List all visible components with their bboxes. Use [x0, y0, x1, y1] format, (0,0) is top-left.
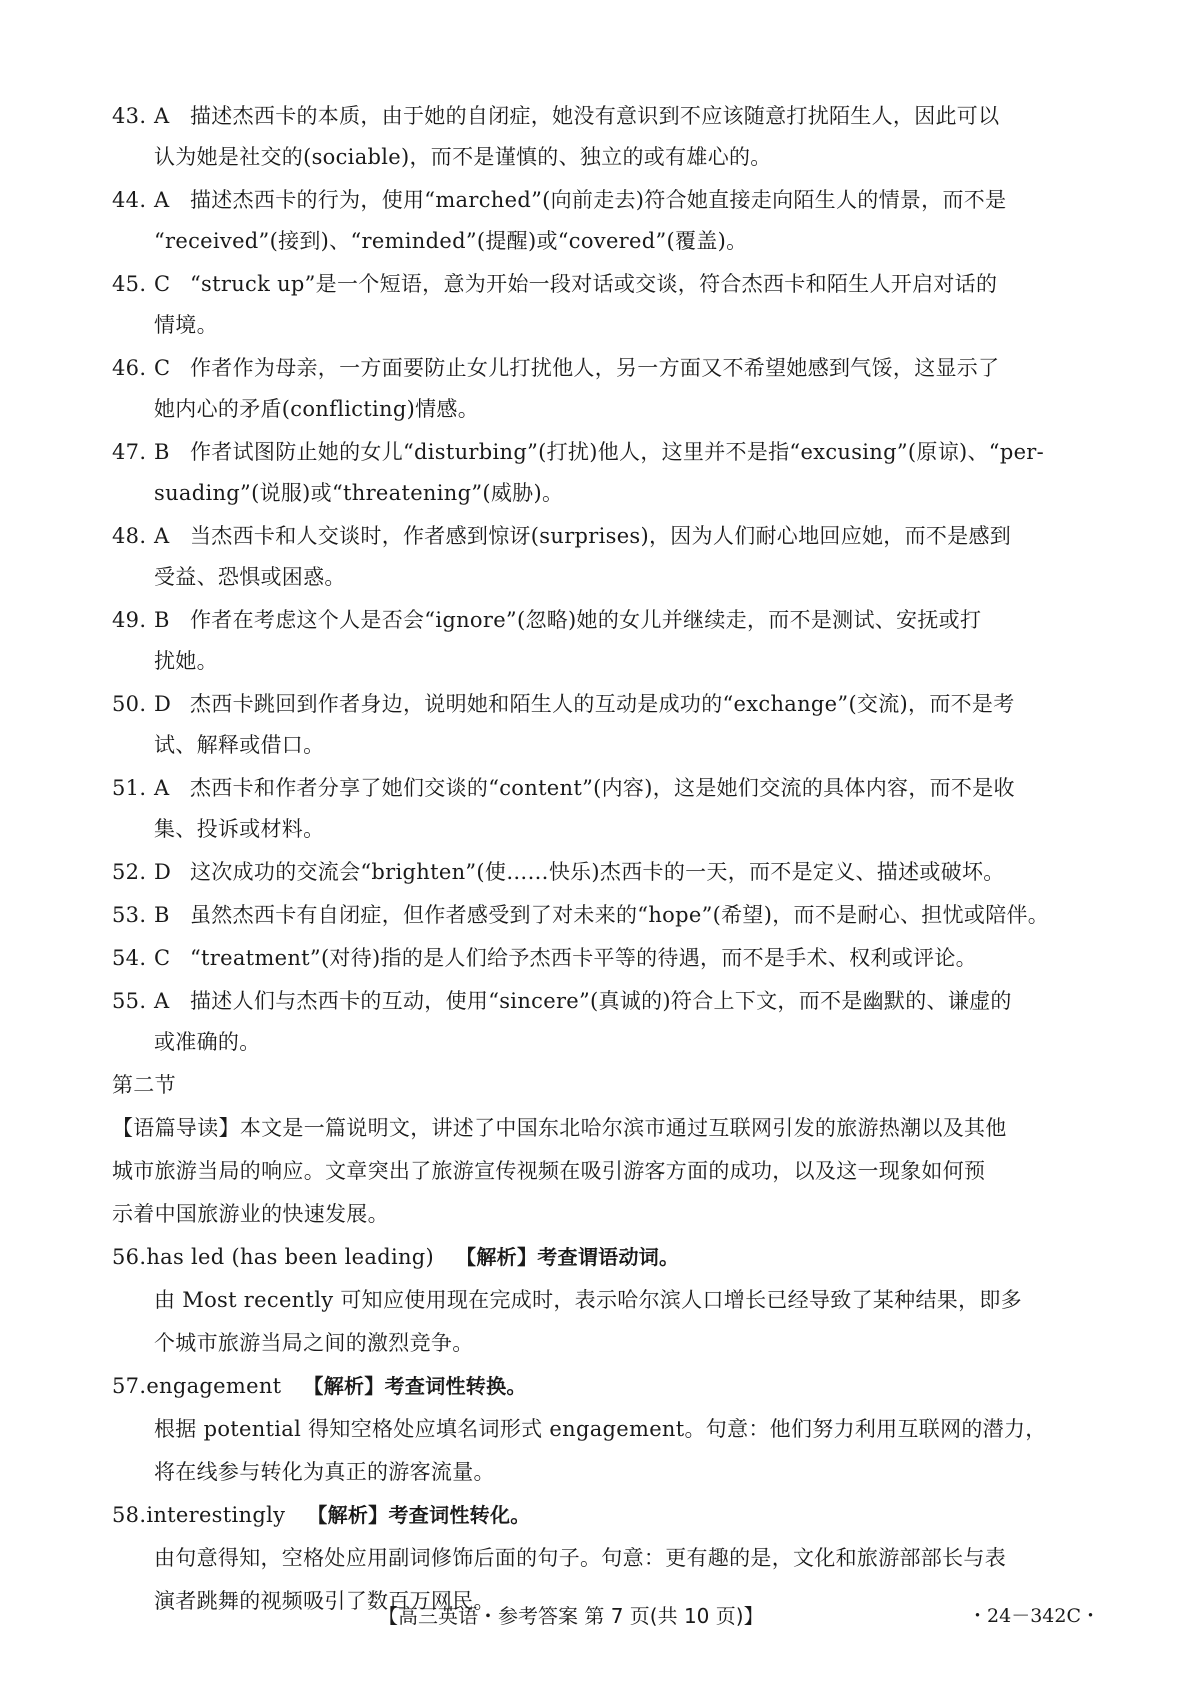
item-number: 47.: [112, 440, 147, 464]
item-answer-letter: A: [154, 188, 170, 212]
item-explanation-continued: 情境。: [154, 313, 218, 337]
fill-answer-head: [112, 1366, 1094, 1407]
answer-item-first-line: [112, 180, 1094, 221]
item-explanation: 虽然杰西卡有自闭症，但作者感受到了对未来的“hope”(希望)，而不是耐心、担忧或陪伴。: [190, 903, 1050, 927]
item-answer-letter: D: [154, 692, 172, 716]
answer-item-first-line: [112, 96, 1094, 137]
fill-answer-word: has led (has been leading): [146, 1245, 435, 1269]
fill-answer-explanation: 演者跳舞的视频吸引了数百万网民。: [154, 1589, 495, 1613]
answer-item: [112, 684, 1094, 766]
answer-item: [112, 264, 1094, 346]
multiple-choice-answers: [112, 96, 1094, 1063]
item-explanation: 描述杰西卡的行为，使用“marched”(向前走去)符合她直接走向陌生人的情景，而不是: [190, 188, 1007, 212]
reading-guide: [112, 1108, 1094, 1149]
answer-item-first-line: [112, 684, 1094, 725]
answer-item-first-line: [112, 600, 1094, 641]
reading-guide-line: 本文是一篇说明文，讲述了中国东北哈尔滨市通过互联网引发的旅游热潮以及其他: [239, 1116, 1007, 1140]
answer-item: [112, 938, 1094, 979]
reading-guide-line: 示着中国旅游业的快速发展。: [112, 1202, 389, 1226]
fill-answer-number: 57.: [112, 1374, 147, 1398]
fill-answer-head: [112, 1237, 1094, 1278]
answer-item-first-line: [112, 516, 1094, 557]
answer-item: [112, 180, 1094, 262]
item-explanation: “struck up”是一个短语，意为开始一段对话或交谈，符合杰西卡和陌生人开启对话的: [190, 272, 998, 296]
answer-item-first-line: [112, 981, 1094, 1022]
fill-answer-explanation: 根据 potential 得知空格处应填名词形式 engagement。句意：他们努力利用互联网的潜力，: [154, 1417, 1047, 1441]
answer-item-first-line: [112, 264, 1094, 305]
item-answer-letter: C: [154, 272, 171, 296]
item-explanation-continued: 扰她。: [154, 649, 218, 673]
footer-page-info: 【高三英语・参考答案 第 7 页(共 10 页)】: [378, 1604, 764, 1628]
answer-item-first-line: [112, 432, 1094, 473]
item-answer-letter: D: [154, 860, 172, 884]
answer-item: [112, 852, 1094, 893]
item-explanation: 描述杰西卡的本质，由于她的自闭症，她没有意识到不应该随意打扰陌生人，因此可以: [190, 104, 1000, 128]
item-explanation: 杰西卡和作者分享了她们交谈的“content”(内容)，这是她们交流的具体内容，而不是收: [190, 776, 1015, 800]
item-explanation: 当杰西卡和人交谈时，作者感到惊讶(surprises)，因为人们耐心地回应她，而不是感到: [190, 524, 1012, 548]
fill-answer-word: engagement: [146, 1374, 282, 1398]
fill-answer-head: [112, 1495, 1094, 1536]
answer-item-first-line: [112, 348, 1094, 389]
item-number: 54.: [112, 946, 147, 970]
item-answer-letter: B: [154, 440, 170, 464]
answer-item: [112, 895, 1094, 936]
item-explanation-continued: “received”(接到)、“reminded”(提醒)或“covered”(覆盖)。: [154, 229, 748, 253]
item-number: 52.: [112, 860, 147, 884]
section-title: 第二节: [112, 1073, 176, 1097]
item-explanation: 作者作为母亲，一方面要防止女儿打扰他人，另一方面又不希望她感到气馁，这显示了: [190, 356, 1000, 380]
item-explanation: 作者试图防止她的女儿“disturbing”(打扰)他人，这里并不是指“excusing”(原谅)、“per-: [190, 440, 1045, 464]
answer-item: [112, 768, 1094, 850]
fill-answer-analysis-tag: 【解析】考查词性转化。: [307, 1503, 531, 1527]
fill-answer-analysis-tag: 【解析】考查词性转换。: [303, 1374, 527, 1398]
answer-item: [112, 348, 1094, 430]
reading-guide-line: 城市旅游当局的响应。文章突出了旅游宣传视频在吸引游客方面的成功，以及这一现象如何预: [112, 1159, 986, 1183]
item-explanation: 杰西卡跳回到作者身边，说明她和陌生人的互动是成功的“exchange”(交流)，而不是考: [190, 692, 1015, 716]
item-number: 48.: [112, 524, 147, 548]
item-answer-letter: B: [154, 903, 170, 927]
fill-answer-number: 58.: [112, 1503, 147, 1527]
fill-answer-explanation: 由句意得知，空格处应用副词修饰后面的句子。句意：更有趣的是，文化和旅游部部长与表: [154, 1546, 1006, 1570]
item-explanation: “treatment”(对待)指的是人们给予杰西卡平等的待遇，而不是手术、权利或评论。: [190, 946, 977, 970]
item-explanation-continued: 受益、恐惧或困惑。: [154, 565, 346, 589]
item-answer-letter: C: [154, 356, 171, 380]
answer-item-first-line: [112, 768, 1094, 809]
item-number: 49.: [112, 608, 147, 632]
answer-item: [112, 96, 1094, 178]
fill-answer-number: 56.: [112, 1245, 147, 1269]
item-number: 45.: [112, 272, 147, 296]
answer-item-first-line: [112, 938, 1094, 979]
footer-code: ・24－342C・: [968, 1605, 1100, 1627]
item-explanation-continued: 集、投诉或材料。: [154, 817, 325, 841]
page-footer: [0, 1601, 1200, 1631]
item-explanation: 这次成功的交流会“brighten”(使……快乐)杰西卡的一天，而不是定义、描述或破坏。: [190, 860, 1005, 884]
item-explanation: 描述人们与杰西卡的互动，使用“sincere”(真诚的)符合上下文，而不是幽默的、谦虚的: [190, 989, 1012, 1013]
answer-item: [112, 600, 1094, 682]
item-answer-letter: C: [154, 946, 171, 970]
reading-guide-tag: 【语篇导读】: [112, 1116, 240, 1140]
item-answer-letter: B: [154, 608, 170, 632]
item-answer-letter: A: [154, 524, 170, 548]
fill-in-answers: [112, 1237, 1094, 1622]
fill-answer-explanation: 个城市旅游当局之间的激烈竞争。: [154, 1331, 474, 1355]
item-explanation: 作者在考虑这个人是否会“ignore”(忽略)她的女儿并继续走，而不是测试、安抚或打: [190, 608, 982, 632]
fill-answer-explanation: 由 Most recently 可知应使用现在完成时，表示哈尔滨人口增长已经导致了某种结果，即多: [154, 1288, 1022, 1312]
item-number: 44.: [112, 188, 147, 212]
item-explanation-continued: suading”(说服)或“threatening”(威胁)。: [154, 481, 564, 505]
fill-answer-word: interestingly: [146, 1503, 286, 1527]
page-content: [112, 96, 1094, 1624]
item-answer-letter: A: [154, 776, 170, 800]
item-explanation-continued: 或准确的。: [154, 1030, 261, 1054]
answer-item-first-line: [112, 852, 1094, 893]
item-answer-letter: A: [154, 989, 170, 1013]
answer-item: [112, 516, 1094, 598]
item-answer-letter: A: [154, 104, 170, 128]
answer-item: [112, 981, 1094, 1063]
item-explanation-continued: 她内心的矛盾(conflicting)情感。: [154, 397, 480, 421]
item-number: 46.: [112, 356, 147, 380]
item-number: 43.: [112, 104, 147, 128]
item-explanation-continued: 认为她是社交的(sociable)，而不是谨慎的、独立的或有雄心的。: [154, 145, 772, 169]
item-number: 51.: [112, 776, 147, 800]
item-number: 53.: [112, 903, 147, 927]
answer-item: [112, 432, 1094, 514]
item-number: 50.: [112, 692, 147, 716]
fill-answer-explanation: 将在线参与转化为真正的游客流量。: [154, 1460, 495, 1484]
answer-item-first-line: [112, 895, 1094, 936]
fill-answer-analysis-tag: 【解析】考查谓语动词。: [456, 1245, 680, 1269]
item-number: 55.: [112, 989, 147, 1013]
item-explanation-continued: 试、解释或借口。: [154, 733, 325, 757]
